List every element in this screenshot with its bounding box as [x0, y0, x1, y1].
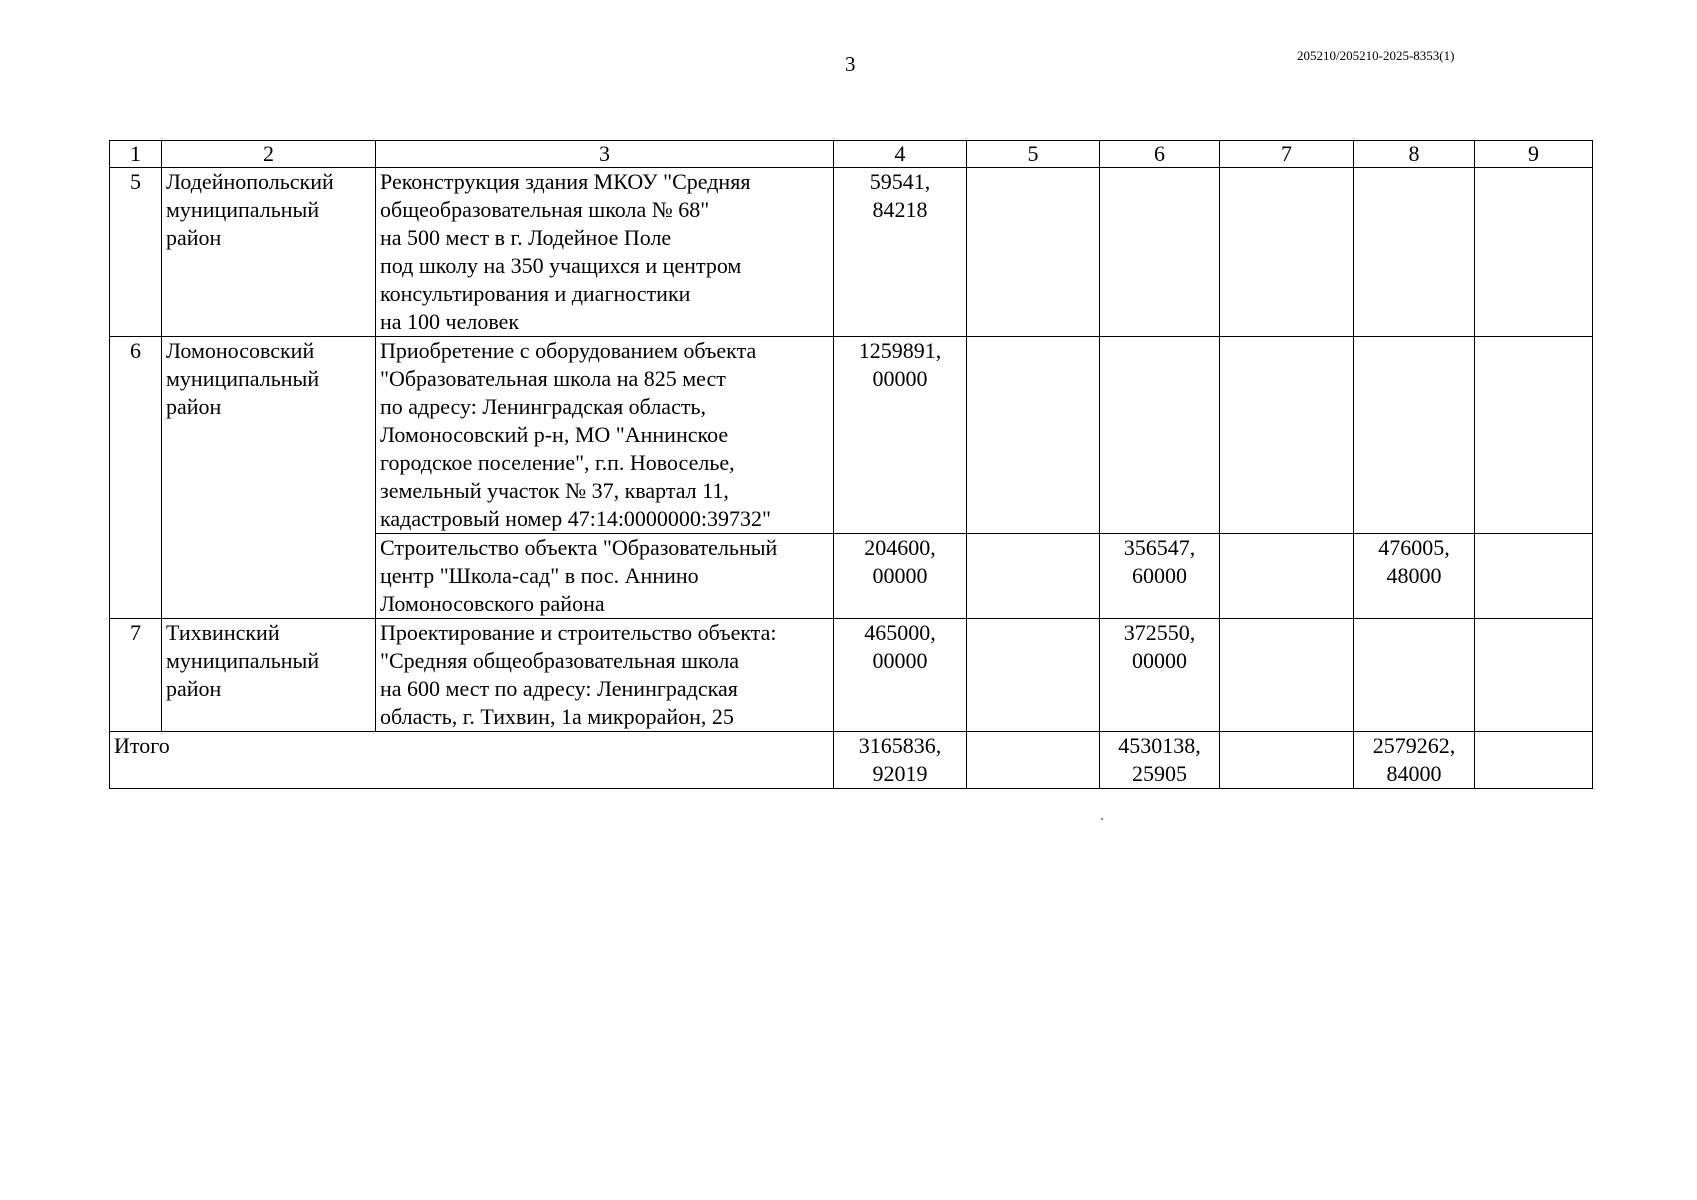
object-cell: [376, 619, 834, 732]
amount-line: 372550,: [1123, 620, 1196, 645]
row-number: 5: [110, 168, 162, 337]
object-line: на 500 мест в г. Лодейное Поле: [380, 225, 672, 250]
object-line: консультирования и диагностики: [380, 281, 691, 306]
amount-cell-col7: [1220, 168, 1354, 337]
amount-line: 25905: [1132, 761, 1187, 786]
total-label: Итого: [110, 732, 834, 789]
amount-line: 3165836,: [858, 733, 942, 758]
amount-cell-col5: [967, 168, 1100, 337]
object-line: Строительство объекта "Образовательный: [380, 535, 778, 560]
page-number: 3: [845, 52, 856, 76]
total-col7: [1220, 732, 1354, 789]
object-line: Ломоносовский р-н, МО "Аннинское: [380, 422, 729, 447]
district-cell: [162, 337, 376, 619]
object-line: Приобретение с оборудованием объекта: [380, 338, 757, 363]
amount-line: 84218: [872, 197, 928, 222]
amount-line: 204600,: [864, 535, 936, 560]
table-row: [110, 619, 1593, 732]
amount-line: 465000,: [864, 620, 936, 645]
amount-cell-col5: [967, 337, 1100, 534]
header-cell: 3: [376, 141, 834, 168]
total-col8: [1354, 732, 1475, 789]
object-line: по адресу: Ленинградская область,: [380, 394, 706, 419]
total-col5: [967, 732, 1100, 789]
amount-line: 1259891,: [858, 338, 942, 363]
amount-cell-col9: [1475, 534, 1593, 619]
amount-cell-col6: [1100, 534, 1220, 619]
amount-cell-col6: [1100, 168, 1220, 337]
total-col9: [1475, 732, 1593, 789]
amount-line: 00000: [872, 366, 928, 391]
amount-line: 00000: [872, 563, 928, 588]
amount-cell-col4: [834, 619, 967, 732]
object-line: Проектирование и строительство объекта:: [380, 620, 777, 645]
row-number: 6: [110, 337, 162, 619]
table-row: [110, 337, 1593, 534]
object-line: область, г. Тихвин, 1а микрорайон, 25: [380, 704, 734, 729]
amount-cell-col8: [1354, 619, 1475, 732]
table-header-row: [110, 141, 1593, 168]
total-col6: [1100, 732, 1220, 789]
district-line: Тихвинский: [166, 620, 280, 645]
district-line: район: [166, 394, 222, 419]
funding-table: [109, 140, 1593, 789]
total-col4: [834, 732, 967, 789]
object-line: на 600 мест по адресу: Ленинградская: [380, 676, 738, 701]
amount-cell-col6: [1100, 337, 1220, 534]
amount-cell-col5: [967, 534, 1100, 619]
header-cell: 5: [967, 141, 1100, 168]
header-cell: 9: [1475, 141, 1593, 168]
amount-cell-col8: [1354, 168, 1475, 337]
amount-cell-col9: [1475, 168, 1593, 337]
object-line: "Средняя общеобразовательная школа: [380, 648, 740, 673]
district-line: Лодейнопольский: [166, 169, 334, 194]
district-line: муниципальный: [166, 197, 320, 222]
object-line: под школу на 350 учащихся и центром: [380, 253, 742, 278]
object-cell: [376, 337, 834, 534]
object-line: земельный участок № 37, квартал 11,: [380, 478, 729, 503]
amount-line: 59541,: [869, 169, 931, 194]
amount-cell-col9: [1475, 337, 1593, 534]
total-row: [110, 732, 1593, 789]
header-cell: 4: [834, 141, 967, 168]
amount-cell-col4: [834, 168, 967, 337]
object-line: Реконструкция здания МКОУ "Средняя: [380, 169, 751, 194]
object-line: "Образовательная школа на 825 мест: [380, 366, 726, 391]
object-line: кадастровый номер 47:14:0000000:39732": [380, 506, 772, 531]
object-line: городское поселение", г.п. Новоселье,: [380, 450, 735, 475]
object-cell: [376, 168, 834, 337]
amount-cell-col5: [967, 619, 1100, 732]
amount-line: 84000: [1386, 761, 1442, 786]
amount-cell-col8: [1354, 337, 1475, 534]
header-cell: 1: [110, 141, 162, 168]
amount-line: 4530138,: [1118, 733, 1201, 758]
object-line: общеобразовательная школа № 68": [380, 197, 710, 222]
amount-cell-col7: [1220, 619, 1354, 732]
header-cell: 7: [1220, 141, 1354, 168]
amount-line: 476005,: [1378, 535, 1450, 560]
amount-cell-col7: [1220, 337, 1354, 534]
amount-line: 48000: [1386, 563, 1442, 588]
object-cell: [376, 534, 834, 619]
district-cell: [162, 619, 376, 732]
district-line: район: [166, 225, 222, 250]
amount-cell-col9: [1475, 619, 1593, 732]
district-cell: [162, 168, 376, 337]
header-cell: 8: [1354, 141, 1475, 168]
header-cell: 6: [1100, 141, 1220, 168]
document-id: 205210/205210-2025-8353(1): [1297, 48, 1455, 63]
district-line: Ломоносовский: [166, 338, 315, 363]
row-number: 7: [110, 619, 162, 732]
amount-line: 00000: [1132, 648, 1187, 673]
object-line: центр "Школа-сад" в пос. Аннино: [380, 563, 699, 588]
amount-cell-col6: [1100, 619, 1220, 732]
object-line: на 100 человек: [380, 309, 520, 334]
amount-line: 356547,: [1123, 535, 1196, 560]
district-line: муниципальный: [166, 366, 320, 391]
amount-cell-col4: [834, 337, 967, 534]
amount-line: 92019: [872, 761, 928, 786]
amount-cell-col7: [1220, 534, 1354, 619]
table-row: [110, 168, 1593, 337]
amount-cell-col4: [834, 534, 967, 619]
amount-line: 60000: [1132, 563, 1187, 588]
amount-line: 00000: [872, 648, 928, 673]
amount-cell-col8: [1354, 534, 1475, 619]
object-line: Ломоносовского района: [380, 591, 605, 616]
scan-speck: [1101, 818, 1103, 820]
header-cell: 2: [162, 141, 376, 168]
district-line: муниципальный: [166, 648, 320, 673]
amount-line: 2579262,: [1372, 733, 1456, 758]
district-line: район: [166, 676, 222, 701]
